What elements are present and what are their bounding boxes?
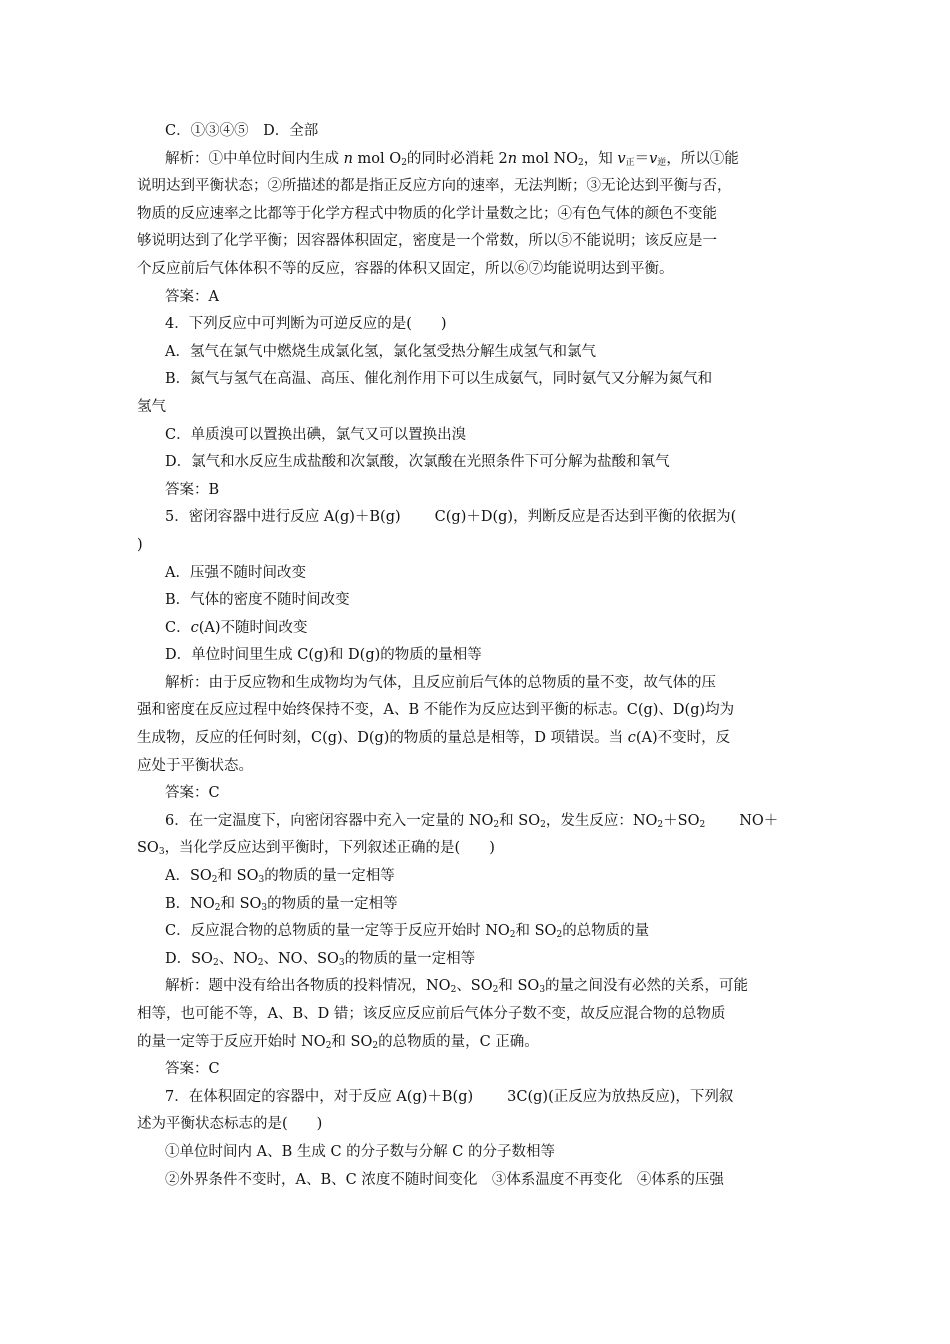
q5-analysis: 解析：由于反应物和生成物均为气体，且反应前后气体的总物质的量不变，故气体的压 (165, 674, 716, 691)
q5-option-a: A．压强不随时间改变 (165, 564, 306, 581)
q5-analysis-cont: 生成物，反应的任何时刻，C(g)、D(g)的物质的量总是相等，D 项错误。当 c(A)不变时，反 (137, 730, 731, 747)
q5-answer: 答案：C (165, 785, 220, 802)
q3-analysis-cont: 个反应前后气体体积不等的反应，容器的体积又固定，所以⑥⑦均能说明达到平衡。 (137, 260, 674, 277)
q4-stem: 4．下列反应中可判断为可逆反应的是( ) (165, 316, 447, 333)
q5-analysis-cont: 强和密度在反应过程中始终保持不变，A、B 不能作为反应达到平衡的标志。C(g)、D(g)均为 (137, 702, 735, 719)
q5-analysis-cont: 应处于平衡状态。 (137, 757, 253, 774)
q3-analysis-cont: 够说明达到了化学平衡；因容器体积固定，密度是一个常数，所以⑤不能说明；该反应是一 (137, 233, 717, 250)
q4-option-b-cont: 氢气 (137, 398, 166, 415)
q5-option-c: C．c(A)不随时间改变 (165, 619, 308, 636)
q3-answer: 答案：A (165, 288, 219, 305)
q7-stem: 7．在体积固定的容器中，对于反应 A(g)＋B(g) 3C(g)(正反应为放热反应)，下列叙 (165, 1088, 734, 1105)
q6-option-c: C．反应混合物的总物质的量一定等于反应开始时 $NO_2$和 $SO_2$的总物质的量 (165, 923, 650, 941)
q6-answer: 答案：C (165, 1061, 220, 1078)
q3-analysis: 解析：①中单位时间内生成 n mol $O_2$的同时必消耗 2n mol $NO_2$，知 $v_正=v_逆$，所以①能 (165, 150, 739, 168)
q5-option-d: D．单位时间里生成 C(g)和 D(g)的物质的量相等 (165, 647, 482, 664)
q3-analysis-cont: 物质的反应速率之比都等于化学方程式中物质的化学计量数之比；④有色气体的颜色不变能 (137, 205, 717, 222)
q6-option-a: A．$SO_2$和 $SO_3$的物质的量一定相等 (165, 868, 395, 886)
q4-option-d: D．氯气和水反应生成盐酸和次氯酸，次氯酸在光照条件下可分解为盐酸和氧气 (165, 454, 670, 471)
q6-option-b: B．$NO_2$和 $SO_3$的物质的量一定相等 (165, 895, 398, 913)
q6-analysis: 解析：题中没有给出各物质的投料情况，$NO_2$、$SO_2$和 $SO_3$的量之间没有必然的关系，可能 (165, 978, 749, 996)
q7-item-2-4: ②外界条件不变时，A、B、C 浓度不随时间变化 ③体系温度不再变化 ④体系的压强 (165, 1171, 724, 1188)
q7-stem-cont: 述为平衡状态标志的是( ) (137, 1116, 323, 1133)
q3-analysis-cont: 说明达到平衡状态；②所描述的都是指正反应方向的速率，无法判断；③无论达到平衡与否， (137, 178, 732, 195)
q7-item-1: ①单位时间内 A、B 生成 C 的分子数与分解 C 的分子数相等 (165, 1143, 555, 1160)
q6-analysis-cont: 相等，也可能不等，A、B、D 错；该反应反应前后气体分子数不变，故反应混合物的总物质 (137, 1006, 726, 1022)
q5-stem-cont: ) (137, 536, 143, 553)
q6-option-d: D．$SO_2$、$NO_2$、NO、$SO_3$的物质的量一定相等 (165, 950, 476, 968)
document-body (137, 118, 817, 1194)
q4-option-c: C．单质溴可以置换出碘，氯气又可以置换出溴 (165, 426, 467, 443)
q4-option-b: B．氮气与氢气在高温、高压、催化剂作用下可以生成氨气，同时氨气又分解为氮气和 (165, 371, 713, 388)
q4-answer: 答案：B (165, 481, 220, 498)
q4-option-a: A．氢气在氯气中燃烧生成氯化氢，氯化氢受热分解生成氢气和氯气 (165, 343, 596, 360)
q5-option-b: B．气体的密度不随时间改变 (165, 592, 350, 609)
q6-stem-cont: $SO_3$，当化学反应达到平衡时，下列叙述正确的是( ) (137, 840, 495, 858)
q3-options-cd: C．①③④⑤ D．全部 (165, 123, 319, 139)
q5-stem: 5．密闭容器中进行反应 A(g)＋B(g) C(g)＋D(g)，判断反应是否达到平衡的依据为( (165, 509, 737, 526)
q6-stem: 6．在一定温度下，向密闭容器中充入一定量的 $NO_2$和 $SO_2$，发生反应：$NO_2+SO_2$ NO＋ (165, 812, 779, 830)
q6-analysis-cont: 的量一定等于反应开始时 $NO_2$和 $SO_2$的总物质的量，C 正确。 (137, 1033, 539, 1051)
